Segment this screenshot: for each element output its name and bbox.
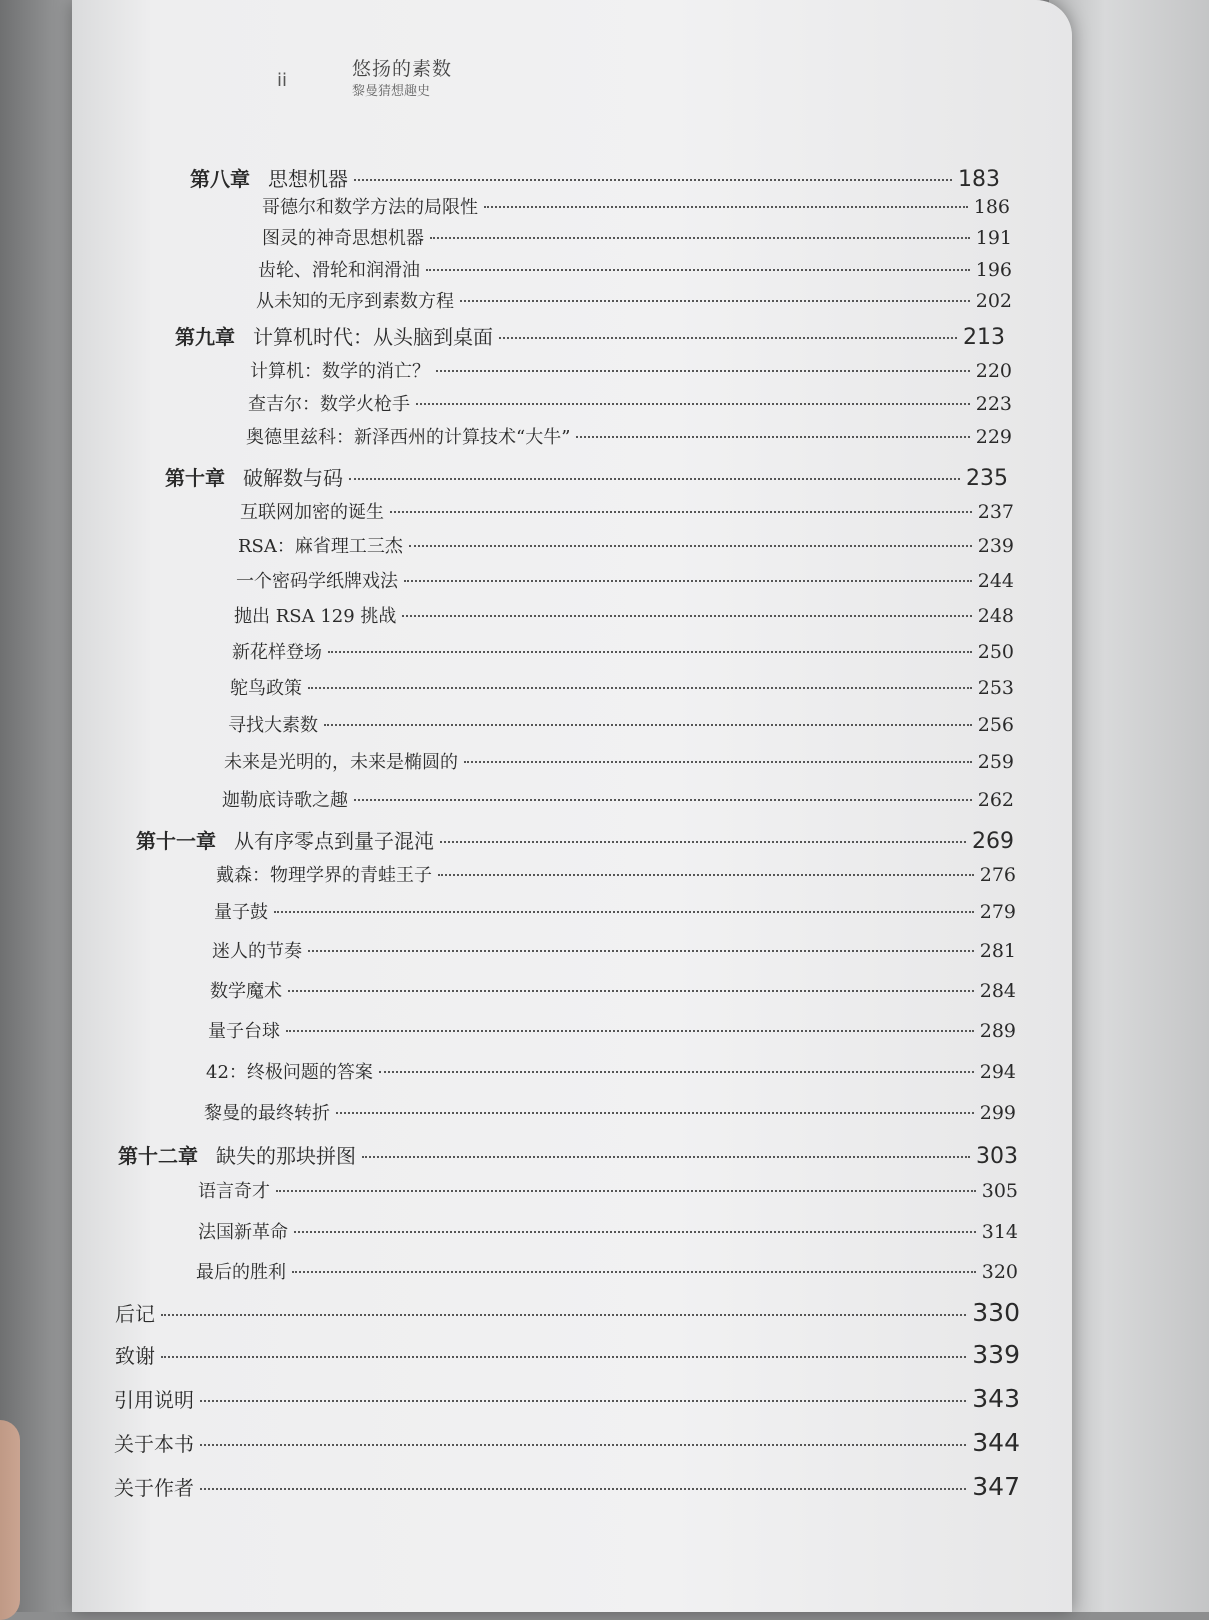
page-ref: 220 <box>975 360 1012 382</box>
chapter-number: 第十章 <box>165 466 225 490</box>
toc-section-row <box>236 567 1014 593</box>
dot-leader <box>576 436 969 438</box>
chapter-title: 从有序零点到量子混沌 <box>234 829 434 853</box>
chapter-title: 缺失的那块拼图 <box>216 1144 356 1168</box>
chapter-number: 第九章 <box>175 325 235 349</box>
dot-leader <box>288 990 974 992</box>
dot-leader <box>274 911 974 913</box>
chapter-title: 破解数与码 <box>243 466 343 490</box>
dot-leader <box>430 237 970 239</box>
toc-section-row <box>238 532 1014 558</box>
section-title: 奥德里兹科：新泽西州的计算技术“大牛” <box>246 427 571 448</box>
toc-section-row <box>216 861 1016 887</box>
toc-chapter-row <box>175 321 1005 350</box>
page-ref: 284 <box>979 980 1016 1002</box>
page-ref: 303 <box>976 1144 1018 1169</box>
toc-section-row <box>196 1258 1018 1284</box>
dot-leader <box>294 1231 976 1233</box>
section-title: 一个密码学纸牌戏法 <box>236 571 398 592</box>
backmatter-title: 关于本书 <box>114 1432 194 1456</box>
chapter-title: 思想机器 <box>268 167 348 191</box>
page-ref: 202 <box>975 290 1012 312</box>
section-title: 最后的胜利 <box>196 1262 286 1283</box>
page-ref: 343 <box>972 1384 1020 1413</box>
toc-backmatter-row <box>115 1340 1020 1369</box>
dot-leader <box>436 370 970 372</box>
page-ref: 281 <box>979 940 1016 962</box>
toc-chapter-label <box>190 163 348 192</box>
page-ref: 223 <box>975 393 1012 415</box>
page-ref: 259 <box>977 751 1014 773</box>
toc-section-row <box>206 1058 1016 1084</box>
dot-leader <box>438 874 974 876</box>
section-title: 计算机：数学的消亡？ <box>250 361 430 382</box>
dot-leader <box>440 841 966 843</box>
section-title: 新花样登场 <box>232 642 322 663</box>
thumb <box>0 1420 20 1620</box>
toc-backmatter-row <box>114 1472 1020 1501</box>
toc-section-row <box>256 287 1012 313</box>
backmatter-title: 关于作者 <box>114 1476 194 1500</box>
dot-leader <box>390 511 972 513</box>
toc-section-row <box>258 256 1012 282</box>
toc-chapter-row <box>136 825 1014 854</box>
dot-leader <box>409 545 972 547</box>
section-title: 抛出 RSA 129 挑战 <box>234 606 397 627</box>
page-ref: 248 <box>977 605 1014 627</box>
toc-section-row <box>250 357 1012 383</box>
page-ref: 347 <box>972 1472 1020 1501</box>
toc-section-row <box>232 638 1014 664</box>
section-title: 42：终极问题的答案 <box>206 1062 373 1083</box>
page-ref: 262 <box>977 789 1014 811</box>
dot-leader <box>336 1112 974 1114</box>
backmatter-title: 后记 <box>115 1302 155 1326</box>
page-ref: 213 <box>963 325 1005 350</box>
toc-section-row <box>228 711 1014 737</box>
dot-leader <box>416 403 970 405</box>
toc-chapter-row <box>118 1140 1018 1169</box>
toc-section-row <box>198 1177 1018 1203</box>
toc-section-row <box>246 423 1012 449</box>
page-ref: 339 <box>972 1340 1020 1369</box>
dot-leader <box>362 1156 970 1158</box>
toc-backmatter-row <box>114 1384 1020 1413</box>
dot-leader <box>484 206 968 208</box>
section-title: 从未知的无序到素数方程 <box>256 291 454 312</box>
section-title: 齿轮、滑轮和润滑油 <box>258 260 420 281</box>
dot-leader <box>200 1444 966 1446</box>
page-ref: 235 <box>966 466 1008 491</box>
dot-leader <box>349 478 960 480</box>
section-title: 哥德尔和数学方法的局限性 <box>262 197 478 218</box>
dot-leader <box>402 615 971 617</box>
dot-leader <box>464 761 972 763</box>
dot-leader <box>161 1314 966 1316</box>
toc-section-row <box>240 498 1014 524</box>
toc-section-row <box>212 937 1016 963</box>
dot-leader <box>328 651 972 653</box>
section-title: 量子台球 <box>208 1021 280 1042</box>
page-ref: 239 <box>977 535 1014 557</box>
page-ref: 183 <box>958 167 1000 192</box>
section-title: RSA：麻省理工三杰 <box>238 536 403 557</box>
section-title: 戴森：物理学界的青蛙王子 <box>216 865 432 886</box>
page-ref: 237 <box>977 501 1014 523</box>
page-ref: 276 <box>979 864 1016 886</box>
section-title: 迦勒底诗歌之趣 <box>222 790 348 811</box>
dot-leader <box>200 1400 966 1402</box>
backmatter-title: 致谢 <box>115 1344 155 1368</box>
toc-backmatter-row <box>115 1298 1020 1327</box>
page-ref: 279 <box>979 901 1016 923</box>
section-title: 数学魔术 <box>210 981 282 1002</box>
dot-leader <box>460 300 970 302</box>
toc-chapter-label <box>136 825 434 854</box>
page-ref: 330 <box>972 1298 1020 1327</box>
toc-section-row <box>204 1099 1016 1125</box>
chapter-title: 计算机时代：从头脑到桌面 <box>253 325 493 349</box>
dot-leader <box>200 1488 966 1490</box>
section-title: 查吉尔：数学火枪手 <box>248 394 410 415</box>
toc-section-row <box>198 1218 1018 1244</box>
dot-leader <box>324 724 972 726</box>
book-subtitle: 黎曼猜想趣史 <box>352 84 431 99</box>
page-ref: 244 <box>977 570 1014 592</box>
section-title: 量子鼓 <box>214 902 268 923</box>
page-ref: 269 <box>972 829 1014 854</box>
toc-section-row <box>230 674 1014 700</box>
page-ref: 344 <box>972 1428 1020 1457</box>
toc-section-row <box>208 1017 1016 1043</box>
chapter-number: 第十一章 <box>136 829 216 853</box>
toc-chapter-label <box>165 462 343 491</box>
toc-section-row <box>248 390 1012 416</box>
toc-chapter-label <box>118 1140 356 1169</box>
section-title: 未来是光明的，未来是椭圆的 <box>224 752 458 773</box>
page-ref: 305 <box>981 1180 1018 1202</box>
dot-leader <box>379 1071 974 1073</box>
page-ref: 196 <box>975 259 1012 281</box>
toc-section-row <box>214 898 1016 924</box>
toc-section-row <box>210 977 1016 1003</box>
section-title: 迷人的节奏 <box>212 941 302 962</box>
toc-backmatter-row <box>114 1428 1020 1457</box>
chapter-number: 第八章 <box>190 167 250 191</box>
toc-chapter-row <box>165 462 1008 491</box>
section-title: 法国新革命 <box>198 1222 288 1243</box>
page-ref: 289 <box>979 1020 1016 1042</box>
page-ref: 186 <box>973 196 1010 218</box>
page-ref: 299 <box>979 1102 1016 1124</box>
page-ref: 229 <box>975 426 1012 448</box>
dot-leader <box>499 337 957 339</box>
dot-leader <box>308 950 974 952</box>
dot-leader <box>292 1271 976 1273</box>
section-title: 鸵鸟政策 <box>230 678 302 699</box>
section-title: 图灵的神奇思想机器 <box>262 228 424 249</box>
backmatter-title: 引用说明 <box>114 1388 194 1412</box>
book-title: 悠扬的素数 <box>352 58 453 80</box>
section-title: 寻找大素数 <box>228 715 318 736</box>
toc-chapter-label <box>175 321 493 350</box>
dot-leader <box>308 687 972 689</box>
section-title: 互联网加密的诞生 <box>240 502 384 523</box>
page-ref: 191 <box>975 227 1012 249</box>
dot-leader <box>276 1190 976 1192</box>
toc-section-row <box>234 602 1014 628</box>
page-ref: 294 <box>979 1061 1016 1083</box>
page-number: ii <box>277 70 288 91</box>
toc-section-row <box>262 193 1010 219</box>
dot-leader <box>426 269 970 271</box>
dot-leader <box>404 580 972 582</box>
dot-leader <box>354 179 952 181</box>
page-ref: 256 <box>977 714 1014 736</box>
dot-leader <box>161 1356 966 1358</box>
toc-section-row <box>262 224 1012 250</box>
page-ref: 320 <box>981 1261 1018 1283</box>
chapter-number: 第十二章 <box>118 1144 198 1168</box>
page-ref: 314 <box>981 1221 1018 1243</box>
dot-leader <box>354 799 972 801</box>
toc-section-row <box>222 786 1014 812</box>
toc-section-row <box>224 748 1014 774</box>
dot-leader <box>286 1030 974 1032</box>
page-ref: 253 <box>977 677 1014 699</box>
section-title: 黎曼的最终转折 <box>204 1103 330 1124</box>
page-ref: 250 <box>977 641 1014 663</box>
toc-chapter-row <box>190 163 1000 192</box>
section-title: 语言奇才 <box>198 1181 270 1202</box>
